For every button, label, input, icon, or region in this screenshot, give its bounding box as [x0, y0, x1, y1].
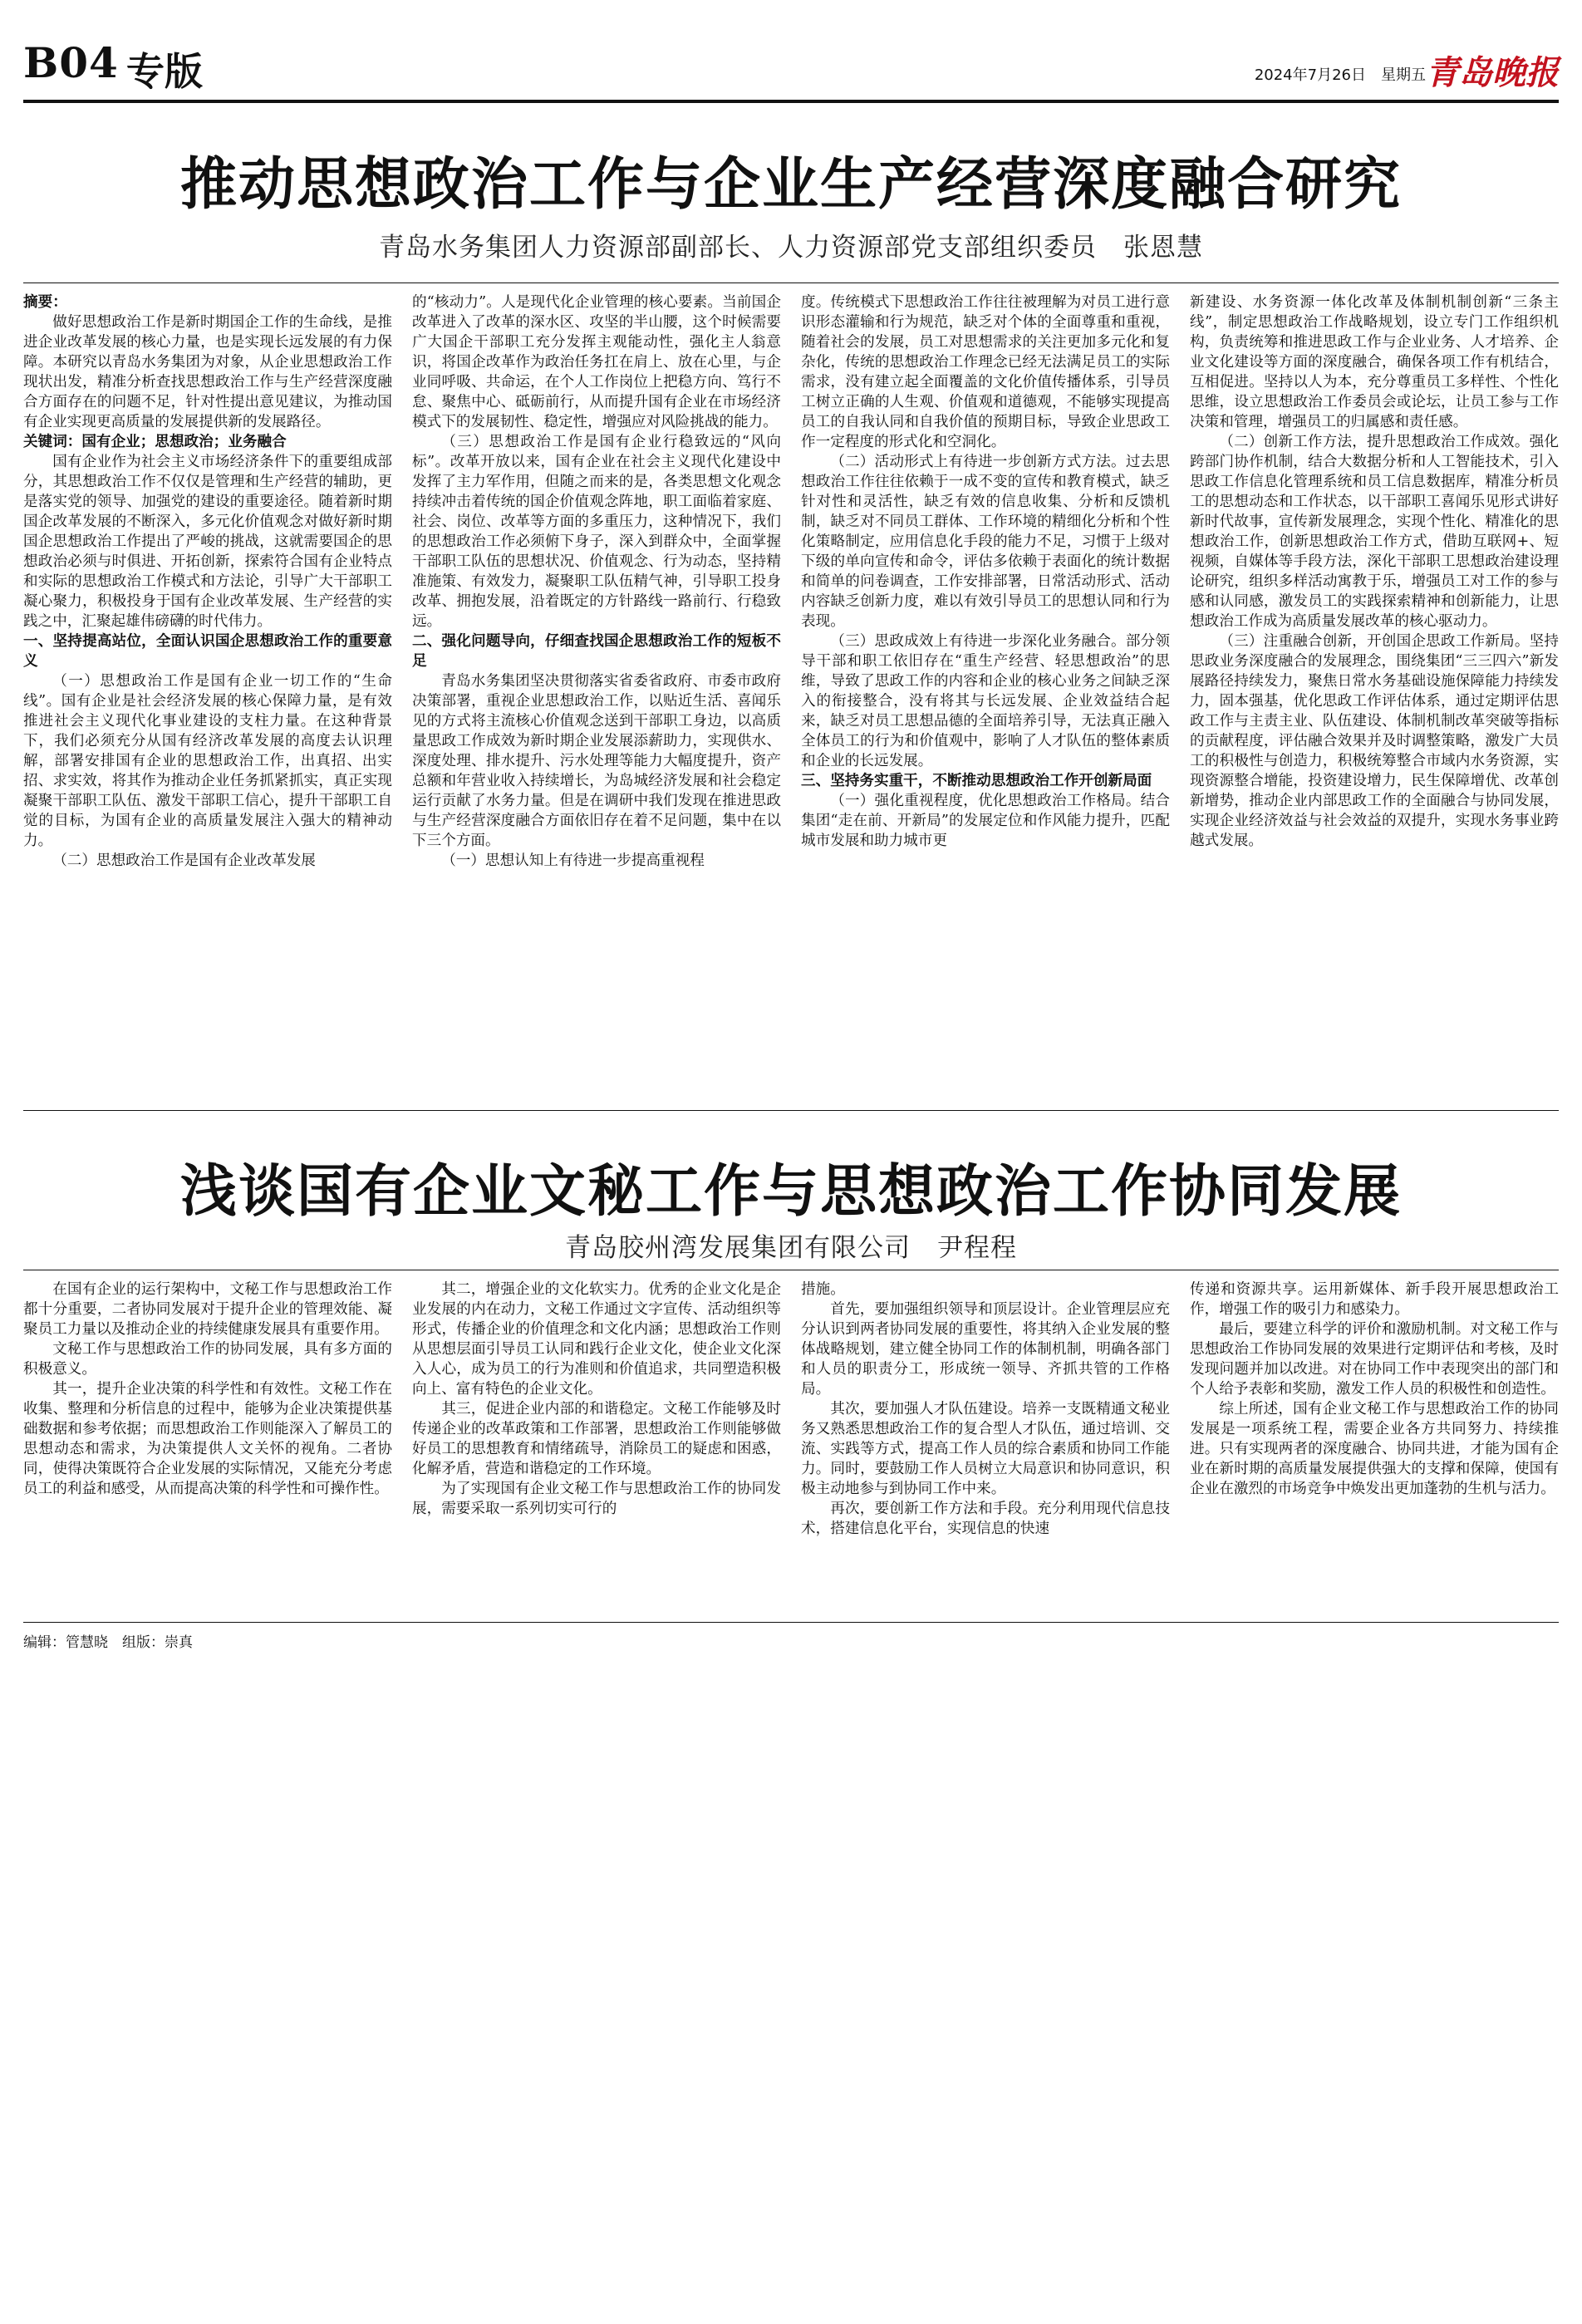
section-name: 专版	[126, 49, 203, 94]
article1-column-4	[1190, 292, 1559, 1090]
editor-credit: 编辑：管慧晓 组版：崇真	[23, 1634, 193, 1651]
article1-byline: 青岛水务集团人力资源部副部长、人力资源部党支部组织委员 张恩慧	[379, 233, 1203, 263]
body-paragraph: 在国有企业的运行架构中，文秘工作与思想政治工作都十分重要，二者协同发展对于提升企业的管理效能、凝聚员工力量以及推动企业的持续健康发展具有重要作用。	[23, 1281, 392, 1338]
article1-column-1	[23, 292, 392, 1090]
body-paragraph: 措施。	[801, 1281, 845, 1298]
article1-column-2	[412, 292, 781, 1090]
article1-body	[23, 292, 1559, 1090]
article2-column-1	[23, 1280, 392, 1616]
body-paragraph: 国有企业作为社会主义市场经济条件下的重要组成部分，其思想政治工作不仅仅是管理和生产经营的辅助，更是落实党的领导、加强党的建设的重要途径。随着新时期国企改革发展的不断深入，多元化价值观念对做好新时期国企思想政治工作提出了严峻的挑战，这就需要国企的思想政治必须与时俱进、开拓创新，探索符合国有企业特点和实际的思想政治工作模式和方法论，引导广大干部职工凝心聚力，积极投身于国有企业改革发展、生产经营的实践之中，汇聚起雄伟磅礴的时代伟力。	[23, 454, 392, 630]
body-paragraph: 其次，要加强人才队伍建设。培养一支既精通文秘业务又熟悉思想政治工作的复合型人才队伍，通过培训、交流、实践等方式，提高工作人员的综合素质和协同工作能力。同时，要鼓励工作人员树立大局意识和协同意识，积极主动地参与到协同工作中来。	[801, 1401, 1170, 1497]
body-paragraph: （一）思想认知上有待进一步提高重视程	[441, 852, 705, 869]
body-paragraph: 综上所述，国有企业文秘工作与思想政治工作的协同发展是一项系统工程，需要企业各方共同努力、持续推进。只有实现两者的深度融合、协同共进，才能为国有企业在新时期的高质量发展提供强大的支撑和保障，使国有企业在激烈的市场竞争中焕发出更加蓬勃的生机与活力。	[1190, 1401, 1559, 1497]
body-paragraph: 再次，要创新工作方法和手段。充分利用现代信息技术，搭建信息化平台，实现信息的快速	[801, 1501, 1170, 1537]
article2-body	[23, 1280, 1559, 1616]
article2-title: 浅谈国有企业文秘工作与思想政治工作协同发展	[179, 1158, 1402, 1225]
body-paragraph: （二）思想政治工作是国有企业改革发展	[52, 852, 316, 869]
article1-column-3	[801, 292, 1170, 1090]
body-paragraph: 新建设、水务资源一体化改革及体制机制创新“三条主线”，制定思想政治工作战略规划，设立专门工作组织机构，负责统筹和推进思政工作与企业业务、人才培养、企业文化建设等方面的深度融合，确保各项工作有机结合，互相促进。坚持以人为本，充分尊重员工多样性、个性化思维，设立思想政治工作委员会或论坛，让员工参与工作决策和管理，增强员工的归属感和责任感。	[1190, 294, 1559, 430]
body-paragraph: 青岛水务集团坚决贯彻落实省委省政府、市委市政府决策部署，重视企业思想政治工作，以贴近生活、喜闻乐见的方式将主流核心价值观念送到干部职工身边，以高质量思政工作成效为新时期企业发展添薪助力，实现供水、深度处理、排水提升、污水处理等能力大幅度提升，资产总额和年营业收入持续增长，为岛城经济发展和社会稳定运行贡献了水务力量。但是在调研中我们发现在推进思政与生产经营深度融合方面依旧存在着不足问题，集中在以下三个方面。	[412, 673, 781, 849]
body-paragraph: 其一，提升企业决策的科学性和有效性。文秘工作在收集、整理和分析信息的过程中，能够为企业决策提供基础数据和参考依据；而思想政治工作则能深入了解员工的思想动态和需求，为决策提供人文关怀的视角。二者协同，使得决策既符合企业发展的实际情况，又能充分考虑员工的利益和感受，从而提高决策的科学性和可操作性。	[23, 1381, 392, 1497]
body-paragraph: 做好思想政治工作是新时期国企工作的生命线，是推进企业改革发展的核心力量，也是实现长远发展的有力保障。本研究以青岛水务集团为对象，从企业思想政治工作现状出发，精准分析查找思想政治工作与生产经营深度融合方面存在的问题不足，针对性提出意见建议，为推动国有企业实现更高质量的发展提供新的发展路径。	[23, 314, 392, 430]
section-heading: 三、坚持务实重干，不断推动思想政治工作开创新局面	[801, 773, 1152, 789]
dateline	[1255, 63, 1426, 85]
section-heading: 一、坚持提高站位，全面认识国企思想政治工作的重要意义	[23, 633, 392, 670]
date: 2024年7月26日	[1254, 66, 1366, 84]
article2-column-4	[1190, 1280, 1559, 1616]
masthead	[23, 33, 1559, 100]
body-paragraph: 其三，促进企业内部的和谐稳定。文秘工作能够及时传递企业的改革政策和工作部署，思想政治工作则能够做好员工的思想教育和情绪疏导，消除员工的疑虑和困惑，化解矛盾，营造和谐稳定的工作环境。	[412, 1401, 781, 1477]
body-paragraph: 首先，要加强组织领导和顶层设计。企业管理层应充分认识到两者协同发展的重要性，将其纳入企业发展的整体战略规划，建立健全协同工作的体制机制，明确各部门和人员的职责分工，形成统一领导、齐抓共管的工作格局。	[801, 1301, 1170, 1398]
body-paragraph: （一）思想政治工作是国有企业一切工作的“生命线”。国有企业是社会经济发展的核心保障力量，是有效推进社会主义现代化事业建设的支柱力量。在这种背景下，我们必须充分从国有经济改革发展的高度去认识理解，部署安排国有企业的思想政治工作，出真招、出实招、求实效，将其作为推动企业任务抓紧抓实，真正实现凝聚干部职工队伍、激发干部职工信心，提升干部职工自觉的目标，为国有企业的高质量发展注入强大的精神动力。	[23, 673, 392, 849]
body-paragraph: 为了实现国有企业文秘工作与思想政治工作的协同发展，需要采取一系列切实可行的	[412, 1481, 781, 1517]
body-paragraph: 最后，要建立科学的评价和激励机制。对文秘工作与思想政治工作协同发展的效果进行定期评估和考核，及时发现问题并加以改进。对在协同工作中表现突出的部门和个人给予表彰和奖励，激发工作人员的积极性和创造性。	[1190, 1321, 1559, 1398]
body-paragraph: （三）注重融合创新，开创国企思政工作新局。坚持思政业务深度融合的发展理念，围绕集团“三三四六”新发展路径持续发力，聚焦日常水务基础设施保障能力持续发力，固本强基，优化思政工作评估体系，通过定期评估思政工作与主责主业、队伍建设、体制机制改革突破等指标的贡献程度，评估融合效果并及时调整策略，激发广大员工的积极性与创造力，积极统筹整合市域内水务资源，实现资源整合增能，投资建设增力，民生保障增优、改革创新增势，推动企业内部思政工作的全面融合与协同发展，实现企业经济效益与社会效益的双提升，实现水务事业跨越式发展。	[1190, 633, 1559, 849]
article1-title: 推动思想政治工作与企业生产经营深度融合研究	[179, 151, 1402, 218]
body-paragraph: （三）思政成效上有待进一步深化业务融合。部分领导干部和职工依旧存在“重生产经营、轻思想政治”的思维，导致了思政工作的内容和企业的核心业务之间缺乏深入的衔接整合，没有将其与长远发展、企业效益结合起来，缺乏对员工思想品德的全面培养引导，无法真正融入全体员工的行为和价值观中，影响了人才队伍的整体素质和企业的长远发展。	[801, 633, 1170, 769]
article2-column-2	[412, 1280, 781, 1616]
article2-byline: 青岛胶州湾发展集团有限公司 尹程程	[565, 1233, 1017, 1263]
section-heading: 关键词：国有企业；思想政治；业务融合	[23, 434, 287, 450]
body-paragraph: （一）强化重视程度，优化思想政治工作格局。结合集团“走在前、开新局”的发展定位和作风能力提升，匹配城市发展和助力城市更	[801, 793, 1170, 849]
body-paragraph: 其二，增强企业的文化软实力。优秀的企业文化是企业发展的内在动力，文秘工作通过文字宣传、活动组织等形式，传播企业的价值理念和文化内涵；思想政治工作则从思想层面引导员工认同和践行企业文化，使企业文化深入人心，成为员工的行为准则和价值追求，共同塑造积极向上、富有特色的企业文化。	[412, 1281, 781, 1398]
newspaper-logo: 青岛晚报	[1426, 53, 1559, 92]
section-heading: 摘要：	[23, 294, 67, 311]
footer-rule	[23, 1622, 1559, 1623]
body-paragraph: 度。传统模式下思想政治工作往往被理解为对员工进行意识形态灌输和行为规范，缺乏对个体的全面尊重和重视，随着社会的发展，员工对思想需求的关注更加多元化和复杂化，传统的思想政治工作理念已经无法满足员工的实际需求，没有建立起全面覆盖的文化价值传播体系，引导员工树立正确的人生观、价值观和道德观，不能够实现提高员工的自我认同和自我价值的预期目标，导致企业思政工作一定程度的形式化和空洞化。	[801, 294, 1170, 450]
weekday: 星期五	[1381, 66, 1426, 84]
page-number: B04	[23, 38, 119, 87]
section-heading: 二、强化问题导向，仔细查找国企思想政治工作的短板不足	[412, 633, 781, 670]
article-separator	[23, 1110, 1559, 1111]
body-paragraph: （二）创新工作方法，提升思想政治工作成效。强化跨部门协作机制，结合大数据分析和人工智能技术，引入思政工作信息化管理系统和员工信息数据库，精准分析员工的思想动态和工作状态，以干部职工喜闻乐见形式讲好新时代故事，宣传新发展理念，实现个性化、精准化的思想政治工作，创新思想政治工作方式，借助互联网+、短视频，自媒体等手段方法，深化干部职工思想政治建设理论研究，组织多样活动寓教于乐，增强员工对工作的参与感和认同感，激发员工的实践探索精神和创新能力，让思想政治工作成为高质量发展改革的核心驱动力。	[1190, 434, 1559, 630]
masthead-rule	[23, 100, 1559, 103]
body-paragraph: 文秘工作与思想政治工作的协同发展，具有多方面的积极意义。	[23, 1341, 392, 1378]
article2-column-3	[801, 1280, 1170, 1616]
body-paragraph: 的“核动力”。人是现代化企业管理的核心要素。当前国企改革进入了改革的深水区、攻坚的半山腰，这个时候需要广大国企干部职工充分发挥主观能动性，强化主人翁意识，将国企改革作为政治任务扛在肩上、放在心里，与企业同呼吸、共命运，在个人工作岗位上把稳方向、笃行不怠、聚焦中心、砥砺前行，从而提升国有企业在市场经济模式下的发展韧性、稳定性，增强应对风险挑战的能力。	[412, 294, 781, 430]
body-paragraph: （二）活动形式上有待进一步创新方式方法。过去思想政治工作往往依赖于一成不变的宣传和教育模式，缺乏针对性和灵活性，缺乏有效的信息收集、分析和反馈机制，缺乏对不同员工群体、工作环境的精细化分析和个性化策略制定，应用信息化手段的能力不足，习惯于上级对下级的单向宣传和命令，评估多依赖于表面化的统计数据和简单的问卷调查，工作安排部署，日常活动形式、活动内容缺乏创新力度，难以有效引导员工的思想认同和行为表现。	[801, 454, 1170, 630]
body-paragraph: （三）思想政治工作是国有企业行稳致远的“风向标”。改革开放以来，国有企业在社会主义现代化建设中发挥了主力军作用，但随之而来的是，各类思想文化观念持续冲击着传统的国企价值观念阵地，职工面临着家庭、社会、岗位、改革等方面的多重压力，这种情况下，我们的思想政治工作必须俯下身子，深入到群众中，全面掌握干部职工队伍的思想状况、价值观念、行为动态，坚持精准施策、有效发力，凝聚职工队伍精气神，引导职工投身改革、拥抱发展，沿着既定的方针路线一路前行、行稳致远。	[412, 434, 781, 630]
body-paragraph: 传递和资源共享。运用新媒体、新手段开展思想政治工作，增强工作的吸引力和感染力。	[1190, 1281, 1559, 1318]
